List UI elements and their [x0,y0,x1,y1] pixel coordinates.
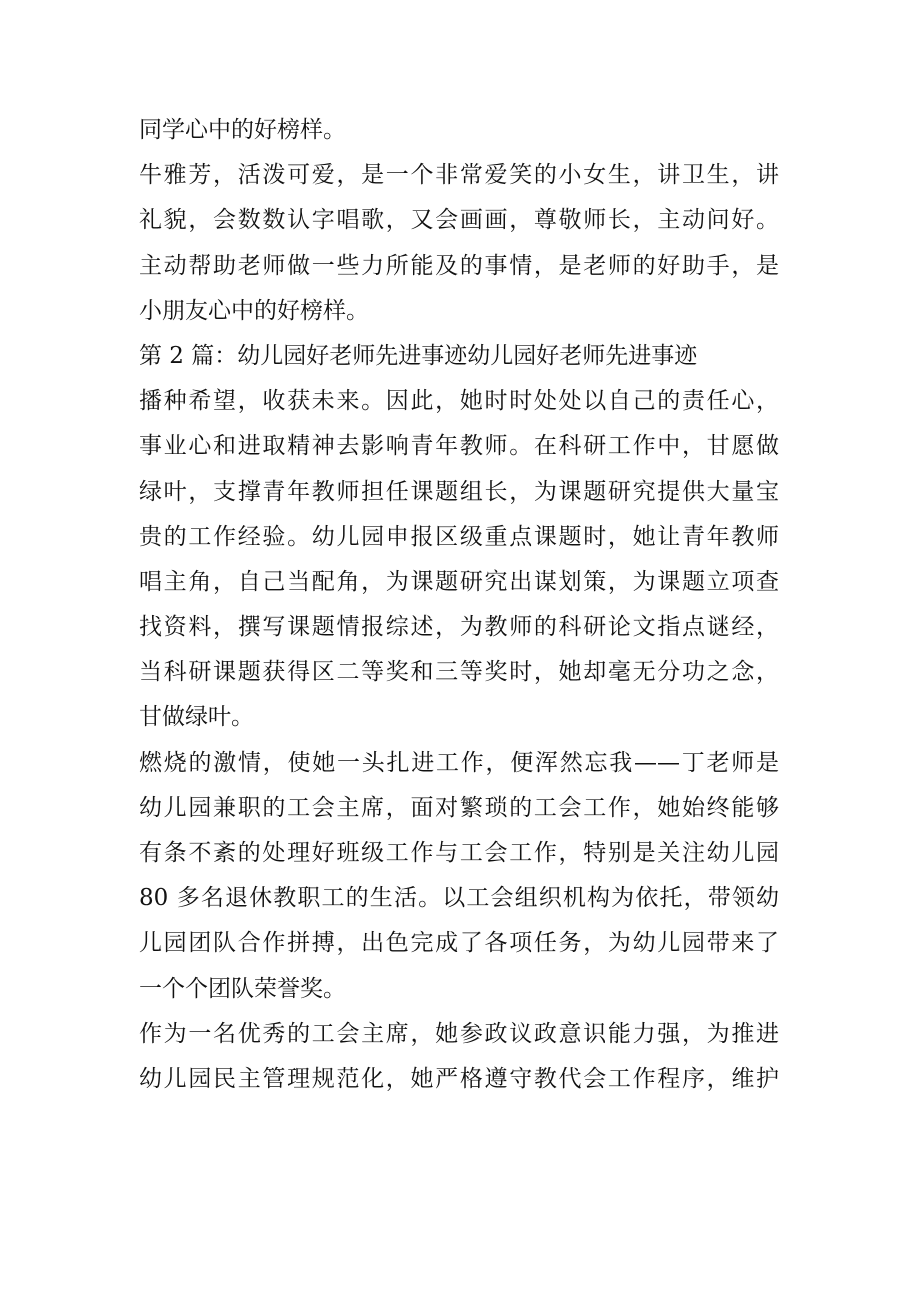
text-line: 牛雅芳，活泼可爱，是一个非常爱笑的小女生，讲卫生，讲 [139,162,779,189]
text-line: 儿园团队合作拼搏，出色完成了各项任务，为幼儿园带来了 [139,930,779,957]
text-line: 幼儿园兼职的工会主席，面对繁琐的工会工作，她始终能够 [139,794,779,821]
document-body [139,108,799,1102]
text-line: 甘做绿叶。 [139,704,254,731]
text-line: 有条不紊的处理好班级工作与工会工作，特别是关注幼儿园 [139,840,779,866]
text-line: 作为一名优秀的工会主席，她参政议政意识能力强，为推进 [139,1020,779,1047]
text-line: 主动帮助老师做一些力所能及的事情，是老师的好助手，是 [139,252,779,279]
section-heading: 第 2 篇：幼儿园好老师先进事迹幼儿园好老师先进事迹 [139,342,698,369]
text-line: 礼貌，会数数认字唱歌，又会画画，尊敬师长，主动问好。 [139,207,779,234]
text-line: 播种希望，收获未来。因此，她时时处处以自己的责任心， [139,388,779,415]
text-line: 找资料，撰写课题情报综述，为教师的科研论文指点谜经， [139,614,779,641]
text-line: 幼儿园民主管理规范化，她严格遵守教代会工作程序，维护 [139,1065,779,1092]
text-line: 绿叶，支撑青年教师担任课题组长，为课题研究提供大量宝 [139,478,779,505]
text-line: 燃烧的激情，使她一头扎进工作，便浑然忘我——丁老师是 [139,749,779,776]
text-line: 贵的工作经验。幼儿园申报区级重点课题时，她让青年教师 [139,523,779,550]
text-line: 80 多名退休教职工的生活。以工会组织机构为依托，带领幼 [139,885,779,912]
text-line: 当科研课题获得区二等奖和三等奖时，她却毫无分功之念， [139,659,779,686]
text-line: 唱主角，自己当配角，为课题研究出谋划策，为课题立项查 [139,568,779,595]
text-line: 事业心和进取精神去影响青年教师。在科研工作中，甘愿做 [139,433,779,460]
text-line: 同学心中的好榜样。 [139,117,346,143]
text-line: 一个个团队荣誉奖。 [139,975,346,1002]
text-line: 小朋友心中的好榜样。 [139,297,369,324]
